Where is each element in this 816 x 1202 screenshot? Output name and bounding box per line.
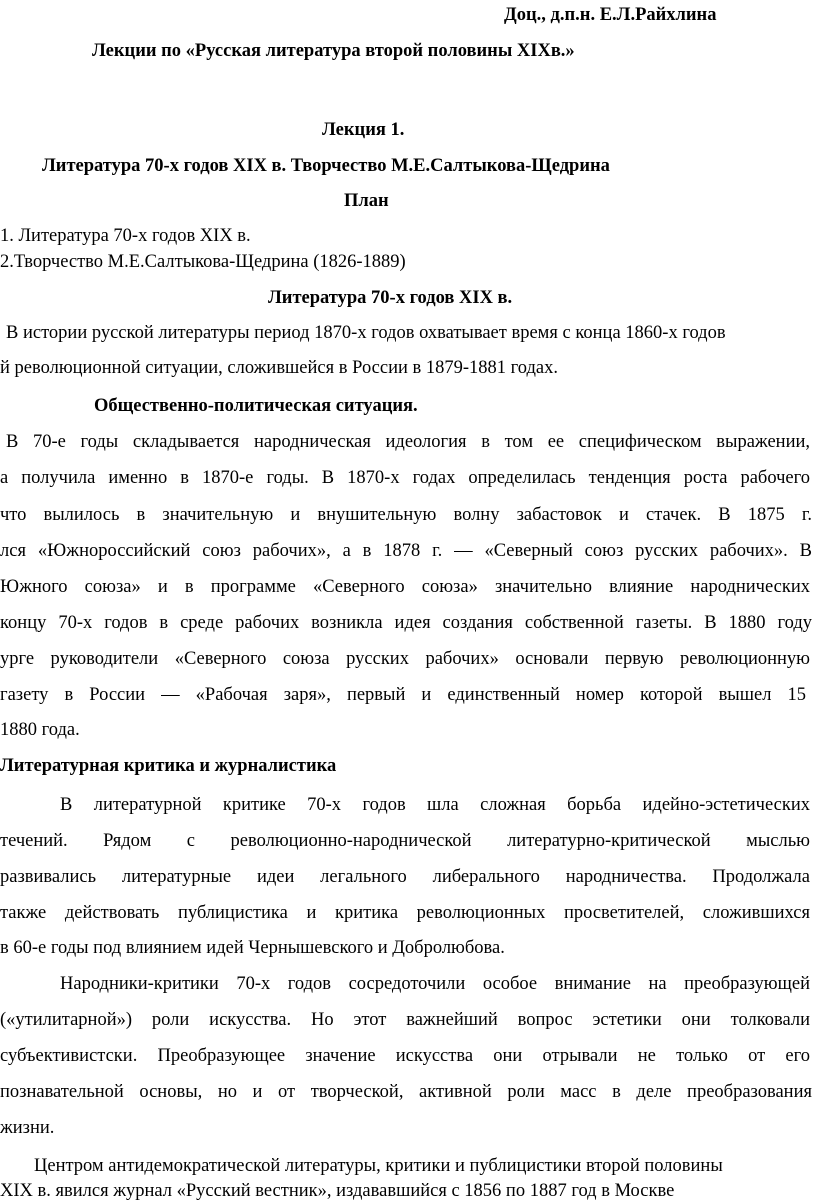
section-heading-criticism: Литературная критика и журналистика bbox=[0, 756, 337, 776]
plan-heading: План bbox=[344, 191, 389, 211]
plan-item-1: 1. Литература 70-х годов XIX в. bbox=[0, 226, 251, 246]
paragraph-line: 1880 года. bbox=[0, 720, 80, 740]
section-heading-literature-70s: Литература 70-х годов XIX в. bbox=[268, 288, 513, 308]
paragraph-line: урге руководители «Северного союза русских рабочих» основали первую революционную bbox=[0, 649, 810, 669]
author-line: Доц., д.п.н. Е.Л.Райхлина bbox=[504, 5, 717, 25]
paragraph-line: Народники-критики 70-х годов сосредоточили особое внимание на преобразующей bbox=[60, 974, 810, 994]
paragraph-line: лся «Южнороссийский союз рабочих», а в 1878 г. — «Северный союз русских рабочих». В bbox=[0, 541, 812, 561]
section-heading-political: Общественно-политическая ситуация. bbox=[94, 396, 418, 416]
paragraph-line: в 60-е годы под влиянием идей Чернышевского и Добролюбова. bbox=[0, 938, 505, 958]
paragraph-line: а получила именно в 1870-е годы. В 1870-х годах определилась тенденция роста рабочего bbox=[0, 468, 810, 488]
lecture-title: Литература 70-х годов XIX в. Творчество М.Е.Салтыкова-Щедрина bbox=[42, 156, 610, 176]
paragraph-line: субъективистски. Преобразующее значение искусства они отрывали не только от его bbox=[0, 1046, 810, 1066]
plan-item-2: 2.Творчество М.Е.Салтыкова-Щедрина (1826-1889) bbox=[0, 252, 406, 272]
paragraph-line: В 70-е годы складывается народническая идеология в том ее специфическом выражении, bbox=[6, 432, 810, 452]
paragraph-line: Центром антидемократической литературы, критики и публицистики второй половины bbox=[34, 1156, 723, 1176]
lecture-number: Лекция 1. bbox=[322, 120, 405, 140]
paragraph-line: течений. Рядом с революционно-народнической литературно-критической мыслью bbox=[0, 831, 810, 851]
paragraph-line: также действовать публицистика и критика революционных просветителей, сложившихся bbox=[0, 903, 810, 923]
course-title: Лекции по «Русская литература второй половины XIXв.» bbox=[92, 41, 575, 61]
paragraph-line: XIX в. явился журнал «Русский вестник», издававшийся с 1856 по 1887 год в Москве bbox=[0, 1181, 675, 1201]
paragraph-line: й революционной ситуации, сложившейся в России в 1879-1881 годах. bbox=[0, 358, 558, 378]
paragraph-line: жизни. bbox=[0, 1118, 55, 1138]
paragraph-line: Южного союза» и в программе «Северного союза» значительно влияние народнических bbox=[0, 577, 810, 597]
paragraph-line: развивались литературные идеи легального либерального народничества. Продолжала bbox=[0, 867, 810, 887]
paragraph-line: В истории русской литературы период 1870-х годов охватывает время с конца 1860-х годов bbox=[6, 323, 726, 343]
paragraph-line: («утилитарной») роли искусства. Но этот важнейший вопрос эстетики они толковали bbox=[0, 1010, 810, 1030]
paragraph-line: концу 70-х годов в среде рабочих возникла идея создания собственной газеты. В 1880 году bbox=[0, 613, 812, 633]
paragraph-line: В литературной критике 70-х годов шла сложная борьба идейно-эстетических bbox=[60, 795, 810, 815]
paragraph-line: газету в России — «Рабочая заря», первый и единственный номер которой вышел 15 bbox=[0, 685, 806, 705]
paragraph-line: познавательной основы, но и от творческой, активной роли масс в деле преобразования bbox=[0, 1082, 812, 1102]
paragraph-line: что вылилось в значительную и внушительную волну забастовок и стачек. В 1875 г. bbox=[0, 505, 812, 525]
